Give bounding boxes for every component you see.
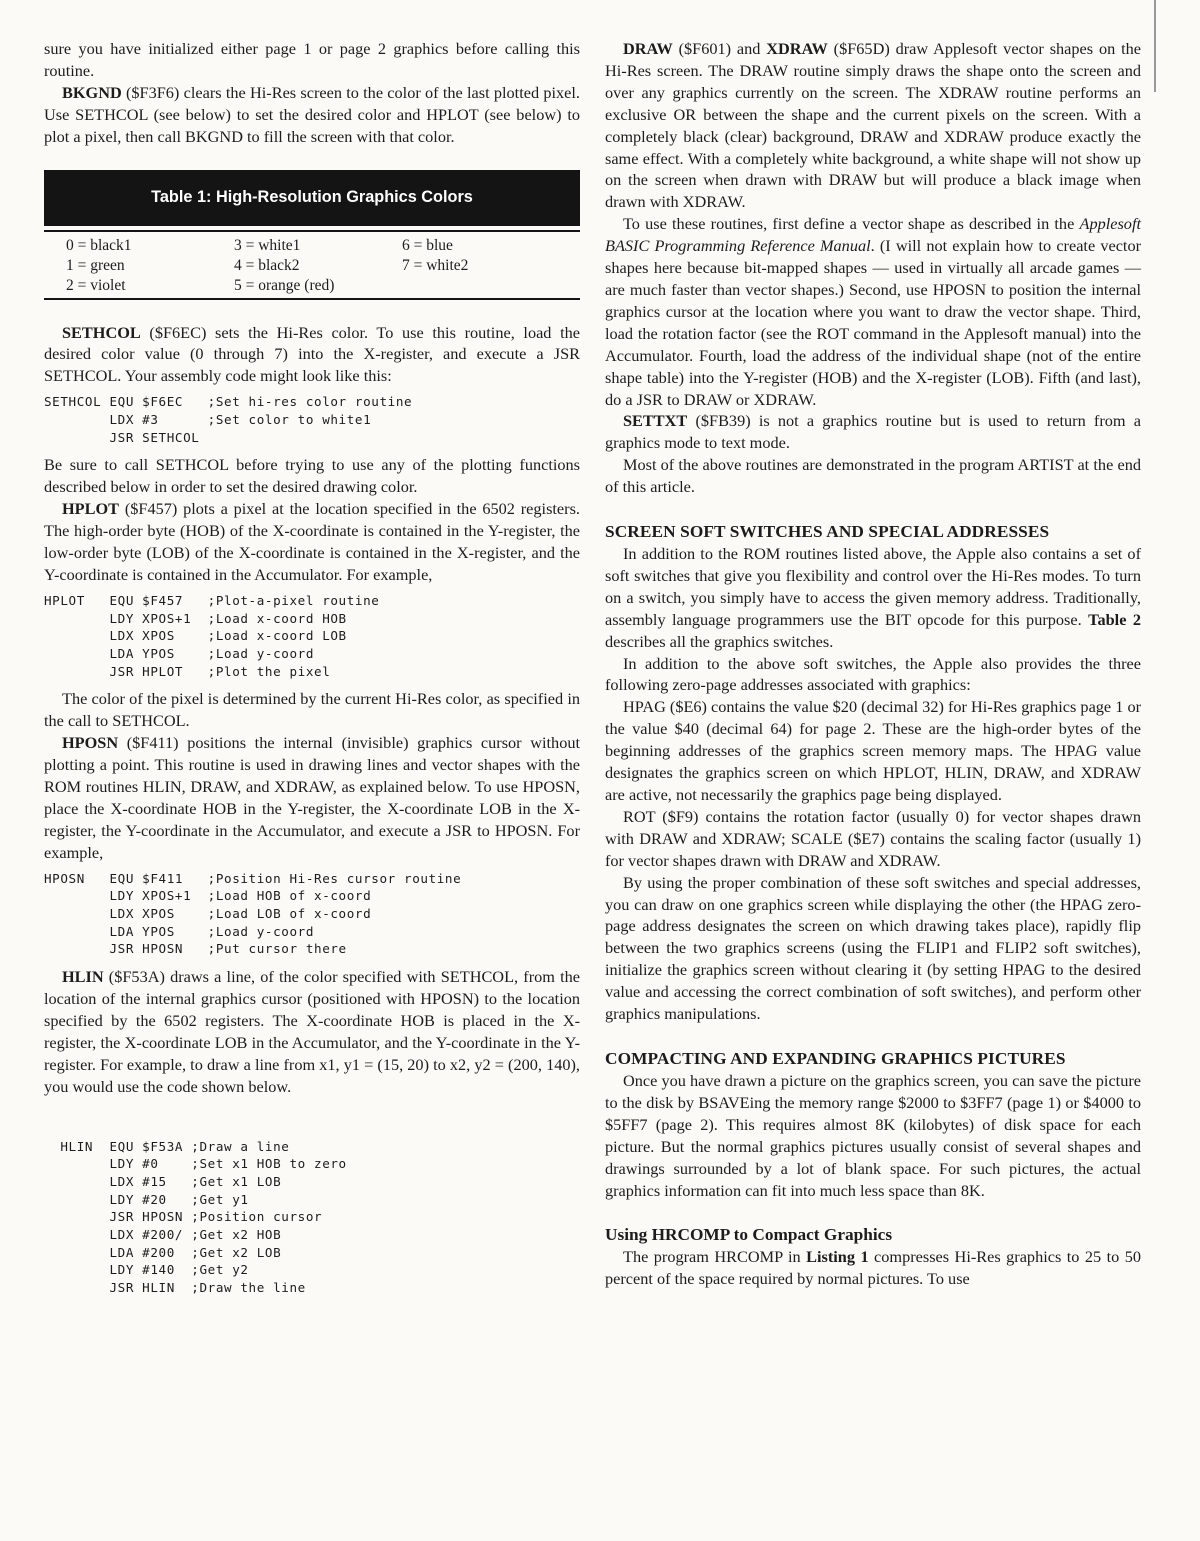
table-cell: 4 = black2 [234,256,300,274]
code-block-hplot: HPLOT EQU $F457 ;Plot-a-pixel routine LDY XPOS+1 ;Load x-coord HOB LDX XPOS ;Load x-coord LOB LDA YPOS ;Load y-coord JSR HPLOT ;Plot the pixel [44,592,380,679]
colors-table [44,170,580,300]
paragraph-most: Most of the above routines are demonstrated in the program ARTIST at the end of this article. [605,455,1141,497]
code-block-sethcol: SETHCOL EQU $F6EC ;Set hi-res color routine LDX #3 ;Set color to white1 JSR SETHCOL [44,394,413,445]
manual-title: Applesoft BASIC Programming Reference Manual [605,214,1141,256]
paragraph-hpag: HPAG ($E6) contains the value $20 (decimal 32) for Hi-Res graphics page 1 or the value $40 (decimal 64) for page 2. These are the high-order bytes of the beginning addresses of the graphics screen memory maps. The HPAG value designates the graphics screen on which HPLOT, HLIN, DRAW, and XDRAW are active, not necessarily the graphics page being displayed. [605,697,1142,804]
table-row [44,256,580,276]
term-bkgnd: BKGND [62,82,122,102]
table-cell: 2 = violet [66,276,126,294]
text-hrcomp-c: compresses Hi-Res graphics to 25 to 50 percent of the space required by normal pictures. To use [605,1247,1142,1289]
table-cell: 7 = white2 [402,256,469,274]
text-settxt: ($FB39) is not a graphics routine but is used to return from a graphics mode to text mode. [605,411,1141,453]
code-block-hlin: HLIN EQU $F53A ;Draw a line LDY #0 ;Set x1 HOB to zero LDX #15 ;Get x1 LOB LDY #20 ;Get y1 JSR HPOSN ;Position cursor LDX #200/ ;Get x2 HOB LDA #200 ;Get x2 LOB LDY #140 ;Get y2 JSR HLIN ;Draw the line [60,1138,347,1296]
table-title: Table 1: High-Resolution Graphics Colors [44,170,580,226]
text-sethcol: ($F6EC) sets the Hi-Res color. To use this routine, load the desired color value (0 through 7) into the X-register, and execute a JSR SETHCOL. Your assembly code might look like this: [44,322,580,386]
ref-listing-1: Listing 1 [806,1247,869,1267]
table-row [44,236,580,256]
paragraph-intro: sure you have initialized either page 1 or page 2 graphics before calling this routine. [44,39,580,80]
text-addition1-c: describes all the graphics switches. [605,631,834,651]
table-body [44,230,580,300]
term-hplot: HPLOT [62,499,119,519]
text-addition1-a: In addition to the ROM routines listed above, the Apple also contains a set of soft switches that give you flexibility and control over the Hi-Res modes. To turn on a switch, you simply have to access the given memory address. Traditionally, assembly language programmers use the BIT opcode for this purpose. [605,544,1141,629]
text-hlin: ($F53A) draws a line, of the color specified with SETHCOL, from the location of the internal graphics cursor (positioned with HPOSN) to the location specified by the 6502 registers. The X-coordinate HOB is placed in the X-register, the X-coordinate LOB in the Accumulator, and the Y-coordinate in the Y-register. For example, to draw a line from x1, y1 = (15, 20) to x2, y2 = (200, 140), you would use the code shown below. [44,967,580,1096]
heading-hrcomp: Using HRCOMP to Compact Graphics [605,1225,893,1245]
heading-soft-switches: SCREEN SOFT SWITCHES AND SPECIAL ADDRESSES [605,522,1050,542]
code-block-hposn: HPOSN EQU $F411 ;Position Hi-Res cursor routine LDY XPOS+1 ;Load HOB of x-coord LDX XPOS ;Load LOB of x-coord LDA YPOS ;Load y-coord JSR HPOSN ;Put cursor there [44,870,462,957]
paragraph-byusing: By using the proper combination of these soft switches and special addresses, you can draw on one graphics screen while displaying the other (the HPAG zero-page address designates the screen on which drawing takes place), rapidly flip between the two graphics screens (using the FLIP1 and FLIP2 soft switches), initialize the graphics screen without clearing it (by setting HPAG to the desired value and accessing the correct combination of soft switches), and perform other graphics manipulations. [605,872,1141,1024]
page-edge-line [1154,0,1156,92]
left-column [44,38,580,1305]
text-hrcomp-a: The program HRCOMP in [623,1247,807,1267]
text-draw-mid: ($F601) and [672,39,767,58]
paragraph-sethcol-note: Be sure to call SETHCOL before trying to use any of the plotting functions described below in order to set the desired drawing color. [44,455,580,497]
paragraph-hlin [44,966,580,1097]
paragraph-hplot [44,498,580,586]
paragraph-hrcomp [605,1246,1141,1290]
term-hposn: HPOSN [62,733,119,753]
table-cell [402,276,580,296]
term-settxt: SETTXT [623,411,688,431]
paragraph-color: The color of the pixel is determined by the current Hi-Res color, as specified in the call to SETHCOL. [44,689,580,731]
text-touse-a: To use these routines, first define a vector shape as described in the [623,214,1080,234]
paragraph-touse [605,213,1141,410]
table-cell: 5 = orange (red) [234,276,335,294]
right-column [605,38,1141,1290]
paragraph-hposn [44,732,580,863]
heading-compacting: COMPACTING AND EXPANDING GRAPHICS PICTURES [605,1048,1066,1068]
term-xdraw: XDRAW [766,39,828,58]
text-draw: ($F65D) draw Applesoft vector shapes on the Hi-Res screen. The DRAW routine simply draws the shape onto the screen and over any graphics currently on the screen. The XDRAW routine performs an exclusive OR between the shape and the current pixels on the screen. With a completely black (clear) background, DRAW and XDRAW produce exactly the same effect. With a completely white background, a white shape will not show up on the screen when drawn with DRAW but will produce a black image when drawn with XDRAW. [605,39,1141,212]
ref-table-2: Table 2 [1088,609,1141,629]
paragraph-sethcol [44,322,580,388]
table-row [44,276,580,296]
table-cell: 0 = black1 [66,236,132,254]
table-cell: 3 = white1 [234,236,301,254]
paragraph-once: Once you have drawn a picture on the graphics screen, you can save the picture to the disk by BSAVEing the memory range $2000 to $3FF7 (page 1) or $4000 to $5FF7 (page 2). This requires almost 8K (kilobytes) of disk space for each picture. But the normal graphics pictures usually consist of several shapes and drawings surrounded by a lot of blank space. For such pictures, the actual graphics information can fit into much less space than 8K. [605,1070,1141,1200]
paragraph-bkgnd [44,82,580,148]
term-draw: DRAW [623,39,673,58]
paragraph-settxt [605,410,1141,454]
table-cell: 6 = blue [402,236,453,254]
text-hposn: ($F411) positions the internal (invisible) graphics cursor without plotting a point. This routine is used in drawing lines and vector shapes with the ROM routines HLIN, DRAW, and XDRAW, as explained below. To use HPOSN, place the X-coordinate HOB in the Y-register, the X-coordinate LOB in the X-register, the Y-coordinate in the Accumulator, and execute a JSR to HPOSN. For example, [44,733,580,862]
paragraph-draw [605,38,1141,213]
paragraph-addition1 [605,543,1141,653]
text-bkgnd: ($F3F6) clears the Hi-Res screen to the color of the last plotted pixel. Use SETHCOL (see below) to set the desired color and HPLOT (see below) to plot a pixel, then call BKGND to fill the screen with that color. [44,82,580,146]
paragraph-rot: ROT ($F9) contains the rotation factor (usually 0) for vector shapes drawn with DRAW and XDRAW; SCALE ($E7) contains the scaling factor (usually 1) for vector shapes drawn with DRAW and XDRAW. [605,806,1141,870]
text-hplot: ($F457) plots a pixel at the location specified in the 6502 registers. The high-order byte (HOB) of the X-coordinate is contained in the Y-register, the low-order byte (LOB) of the X-coordinate is contained in the X-register, and the Y-coordinate is contained in the Accumulator. For example, [44,499,580,584]
table-cell: 1 = green [66,256,125,274]
term-hlin: HLIN [62,967,104,987]
text-touse-b: . (I will not explain how to create vector shapes here because bit-mapped shapes — used in virtually all arcade games — are much faster than vector shapes.) Second, use HPOSN to position the internal graphics cursor at the location where you want to draw the vector shape. Third, load the rotation factor (see the ROT command in the Applesoft manual) into the Accumulator. Fourth, load the address of the individual shape (not of the entire shape table) into the Y-register (HOB) and the X-register (LOB). Fifth (and last), do a JSR to DRAW or XDRAW. [605,236,1142,409]
paragraph-addition2: In addition to the above soft switches, the Apple also provides the three following zero-page addresses associated with graphics: [605,653,1141,695]
term-sethcol: SETHCOL [62,322,141,342]
